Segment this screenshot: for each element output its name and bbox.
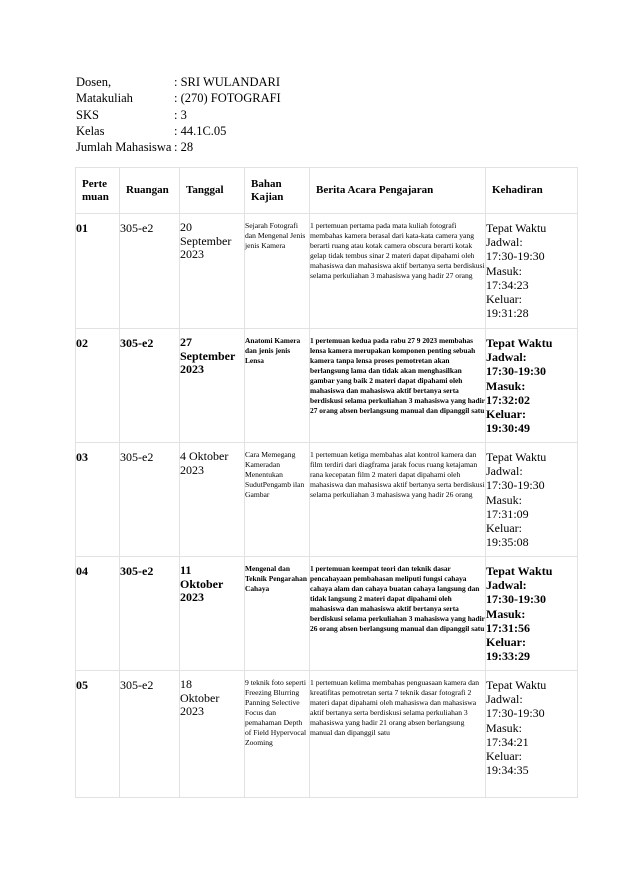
kelas-row [76, 123, 281, 139]
row-ruangan: 305-e2 [120, 557, 180, 671]
jadwal-value: 17:30-19:30 [486, 592, 546, 607]
table-row [76, 214, 578, 329]
col-header-bahan-line2: Kajian [251, 190, 284, 203]
jadwal-label: Jadwal: [486, 464, 523, 479]
row-kehadiran [486, 671, 578, 798]
table-row [76, 443, 578, 557]
row-bahan-kajian: Anatomi Kamera dan jenis jenis Lensa [245, 329, 310, 443]
row-tanggal [180, 557, 245, 671]
row-kehadiran [486, 443, 578, 557]
teaching-journal-table [75, 167, 578, 798]
kelas-value: : 44.1C.05 [174, 123, 227, 138]
attendance-status: Tepat Waktu [486, 450, 547, 464]
row-kehadiran [486, 557, 578, 671]
row-tanggal [180, 443, 245, 557]
sks-value: : 3 [174, 107, 187, 122]
keluar-value: 19:30:49 [486, 421, 530, 436]
row-tanggal-year: 2023 [180, 247, 204, 262]
masuk-label: Masuk: [486, 606, 526, 621]
row-ruangan: 305-e2 [120, 671, 180, 798]
row-tanggal [180, 329, 245, 443]
jumlah-mahasiswa-label: Jumlah Mahasiswa [76, 140, 172, 155]
keluar-label: Keluar: [486, 407, 526, 422]
row-tanggal-year: 2023 [180, 590, 204, 605]
course-info-header [76, 74, 281, 155]
jumlah-mahasiswa-row [76, 139, 281, 155]
sks-row [76, 107, 281, 123]
table-row [76, 329, 578, 443]
jadwal-value: 17:30-19:30 [486, 249, 545, 264]
row-tanggal-month: Oktober [180, 690, 220, 705]
matakuliah-label: Matakuliah [76, 91, 133, 106]
row-pertemuan: 02 [76, 329, 120, 443]
row-bahan-kajian: 9 teknik foto seperti Freezing Blurring Panning Selective Focus dan pemahaman Depth of Field Hypervocal Zooming [245, 671, 310, 798]
row-berita-acara: 1 pertemuan ketiga membahas alat kontrol kamera dan film terdiri dari diagframa jarak focus ruang ketajaman rana kecepatan film 2 materi dapat dipahami oleh mahasiswa dan mahasiswa aktif bertanya serta berdiskusi selama perkuliahan 3 mahasiswa yang hadir 26 orang [310, 443, 486, 557]
row-pertemuan: 03 [76, 443, 120, 557]
dosen-row [76, 74, 281, 90]
row-tanggal-year: 2023 [180, 704, 204, 719]
sks-label: SKS [76, 107, 99, 122]
attendance-status: Tepat Waktu [486, 564, 553, 578]
jumlah-mahasiswa-value: : 28 [174, 140, 194, 155]
masuk-value: 17:34:21 [486, 734, 529, 749]
keluar-label: Keluar: [486, 749, 522, 764]
row-berita-acara: 1 pertemuan kedua pada rabu 27 9 2023 membahas lensa kamera merupakan komponen penting sebuah kamera tanpa lensa proses pemotretan akan berlangsung lama dan tidak akan menghasilkan gambar yang baik 2 materi dapat dipahami oleh mahasiswa dan mahasiswa aktif bertanya serta berdiskusi selama perkuliahan 3 mahasiswa yang hadir 27 orang absen berlangsung manual dan dipanggil satu [310, 329, 486, 443]
keluar-label: Keluar: [486, 521, 522, 536]
col-header-ruangan: Ruangan [120, 168, 180, 214]
row-ruangan: 305-e2 [120, 329, 180, 443]
col-header-bahan-line1: Bahan [251, 177, 282, 190]
row-tanggal-month: Oktober [180, 576, 224, 591]
row-tanggal-day: 27 [180, 335, 192, 349]
row-ruangan: 305-e2 [120, 443, 180, 557]
row-tanggal-day: 20 [180, 220, 192, 234]
row-tanggal-day: 4 Oktober [180, 449, 229, 463]
jadwal-label: Jadwal: [486, 350, 527, 365]
row-pertemuan: 01 [76, 214, 120, 329]
jadwal-label: Jadwal: [486, 578, 527, 593]
row-kehadiran [486, 214, 578, 329]
masuk-label: Masuk: [486, 492, 522, 507]
masuk-value: 17:34:23 [486, 277, 529, 292]
keluar-value: 19:33:29 [486, 649, 530, 664]
row-berita-acara: 1 pertemuan pertama pada mata kuliah fotografi membahas kamera berasal dari kata-kata camera yang berarti ruang atau kotak camera obscura berarti kotak gelap tidak tembus sinar 2 materi dapat dipahami oleh mahasiswa dan mahasiswa aktif bertanya serta berdiskusi selama perkuliahan 3 mahasiswa yang hadir 27 orang [310, 214, 486, 329]
masuk-label: Masuk: [486, 720, 522, 735]
keluar-value: 19:35:08 [486, 535, 529, 550]
attendance-status: Tepat Waktu [486, 336, 553, 350]
keluar-value: 19:34:35 [486, 763, 529, 778]
kelas-label: Kelas [76, 123, 105, 138]
masuk-label: Masuk: [486, 378, 526, 393]
row-ruangan: 305-e2 [120, 214, 180, 329]
jadwal-label: Jadwal: [486, 692, 523, 707]
col-header-pertemuan-line1: Perte [82, 177, 108, 190]
row-berita-acara: 1 pertemuan kelima membahas penguasaan kamera dan kreatifitas pemotretan serta 7 teknik dasar fotografi 2 materi dapat dipahami oleh mahasiswa dan mahasiswa aktif bertanya serta berdiskusi selama perkuliahan 3 mahasiswa yang hadir 21 orang absen berlangsung manual dan dipanggil satu [310, 671, 486, 798]
keluar-label: Keluar: [486, 292, 522, 307]
col-header-berita: Berita Acara Pengajaran [310, 168, 486, 214]
attendance-status: Tepat Waktu [486, 678, 547, 692]
row-tanggal-day: 18 [180, 677, 192, 691]
keluar-label: Keluar: [486, 635, 526, 650]
keluar-value: 19:31:28 [486, 306, 529, 321]
matakuliah-row [76, 90, 281, 106]
row-bahan-kajian: Mengenal dan Teknik Pengarahan Cahaya [245, 557, 310, 671]
row-tanggal-month: September [180, 348, 236, 363]
row-berita-acara: 1 pertemuan keempat teori dan teknik dasar pencahayaan pembahasan meliputi fungsi cahaya cahaya alam dan cahaya buatan cahaya langsung dan tidak langsung 2 materi dapat dipahami oleh mahasiswa dan mahasiswa aktif bertanya serta berdiskusi selama perkuliahan 3 mahasiswa yang hadir 26 orang absen berlangsung manual dan dipanggil satu [310, 557, 486, 671]
row-bahan-kajian: Sejarah Fotografi dan Mengenal Jenis jenis Kamera [245, 214, 310, 329]
row-tanggal [180, 671, 245, 798]
attendance-status: Tepat Waktu [486, 221, 547, 235]
jadwal-value: 17:30-19:30 [486, 364, 546, 379]
table-row [76, 671, 578, 798]
row-tanggal-day: 11 [180, 563, 192, 577]
masuk-label: Masuk: [486, 263, 522, 278]
col-header-kehadiran: Kehadiran [486, 168, 578, 214]
table-row [76, 557, 578, 671]
row-tanggal [180, 214, 245, 329]
matakuliah-value: : (270) FOTOGRAFI [174, 91, 281, 106]
row-tanggal-year: 2023 [180, 362, 204, 377]
col-header-pertemuan [76, 168, 120, 214]
row-pertemuan: 04 [76, 557, 120, 671]
row-tanggal-month: September [180, 233, 232, 248]
masuk-value: 17:32:02 [486, 392, 530, 407]
row-bahan-kajian: Cara Memegang Kameradan Menentukan SudutPengamb ilan Gambar [245, 443, 310, 557]
row-pertemuan: 05 [76, 671, 120, 798]
masuk-value: 17:31:09 [486, 506, 529, 521]
jadwal-value: 17:30-19:30 [486, 478, 545, 493]
dosen-label: Dosen, [76, 75, 112, 89]
col-header-tanggal: Tanggal [180, 168, 245, 214]
col-header-bahan [245, 168, 310, 214]
jadwal-value: 17:30-19:30 [486, 706, 545, 721]
table-header-row [76, 168, 578, 214]
jadwal-label: Jadwal: [486, 235, 523, 250]
dosen-value: : SRI WULANDARI [174, 75, 281, 89]
col-header-pertemuan-line2: muan [82, 190, 109, 203]
row-tanggal-month: 2023 [180, 462, 204, 477]
row-kehadiran [486, 329, 578, 443]
masuk-value: 17:31:56 [486, 620, 530, 635]
